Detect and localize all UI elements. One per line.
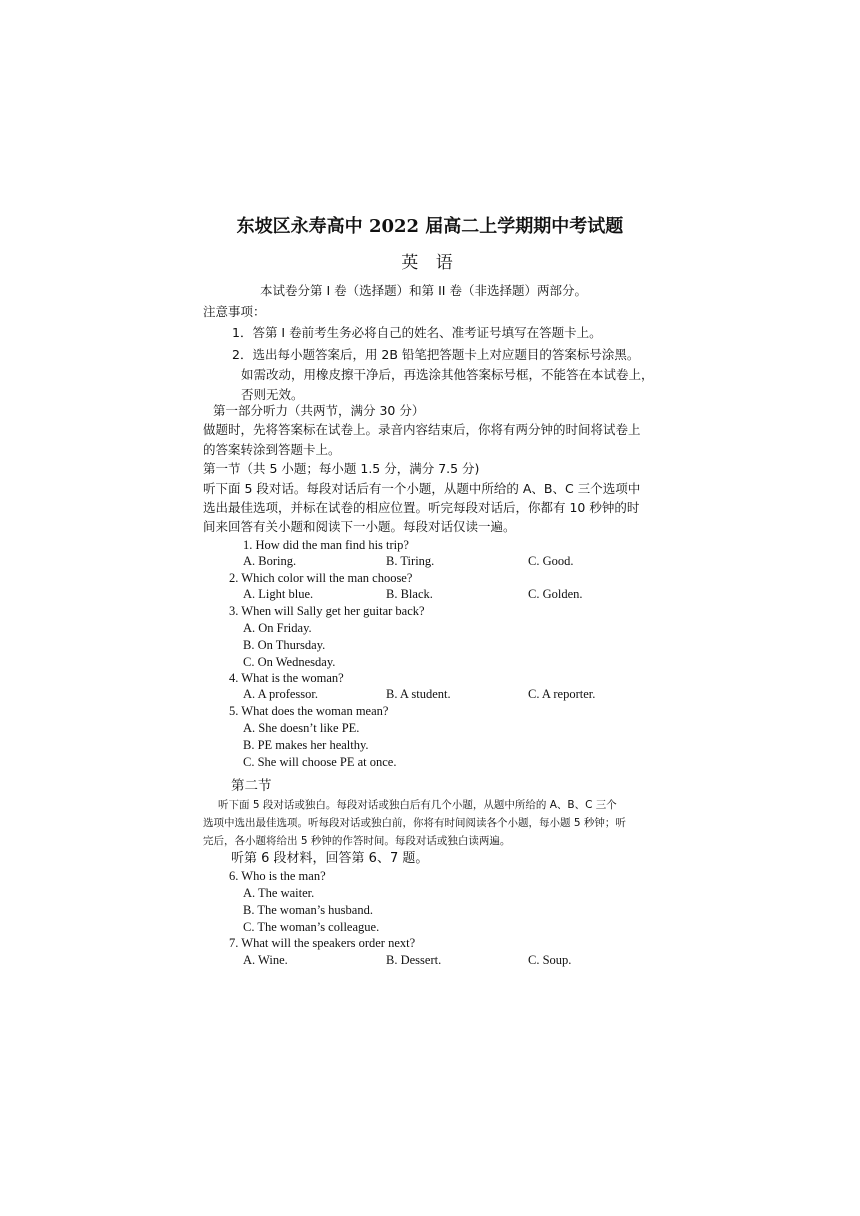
question-4-option-b: B. A student.	[386, 687, 451, 701]
question-4-option-a: A. A professor.	[243, 687, 318, 701]
part1-instruction-line-2: 的答案转涂到答题卡上。	[203, 442, 341, 457]
question-7-option-b: B. Dessert.	[386, 953, 442, 967]
question-3-option-c: C. On Wednesday.	[243, 655, 336, 669]
paper-structure-text: 本试卷分第 I 卷（选择题）和第 II 卷（非选择题）两部分。	[260, 283, 587, 298]
part1-heading: 第一部分听力（共两节，满分 30 分）	[213, 403, 425, 418]
question-6-option-c: C. The woman’s colleague.	[243, 920, 380, 934]
question-5-option-b: B. PE makes her healthy.	[243, 738, 369, 752]
question-2-option-b: B. Black.	[386, 587, 433, 601]
question-3-option-a: A. On Friday.	[243, 621, 312, 635]
section2-instruction-line-1: 听下面 5 段对话或独白。每段对话或独白后有几个小题，从题中所给的 A、B、C 三个	[218, 799, 617, 811]
material-6-heading: 听第 6 段材料，回答第 6、7 题。	[231, 851, 429, 866]
question-1: 1. How did the man find his trip?	[243, 538, 409, 552]
part1-instruction-line-1: 做题时，先将答案标在试卷上。录音内容结束后，你将有两分钟的时间将试卷上	[203, 422, 641, 437]
note-2-line-3: 否则无效。	[241, 387, 304, 402]
section1-instruction-line-2: 选出最佳选项，并标在试卷的相应位置。听完每段对话后，你都有 10 秒钟的时	[203, 500, 640, 515]
notes-heading: 注意事项：	[203, 304, 266, 319]
question-1-option-b: B. Tiring.	[386, 554, 435, 568]
question-5-option-a: A. She doesn’t like PE.	[243, 721, 360, 735]
section2-instruction-line-2: 选项中选出最佳选项。听每段对话或独白前，你将有时间阅读各个小题，每小题 5 秒钟；听	[203, 817, 626, 829]
question-1-option-a: A. Boring.	[243, 554, 297, 568]
question-7-option-c: C. Soup.	[528, 953, 572, 967]
question-3-option-b: B. On Thursday.	[243, 638, 326, 652]
question-6-option-b: B. The woman’s husband.	[243, 903, 373, 917]
question-2-option-a: A. Light blue.	[243, 587, 314, 601]
section1-instruction-line-3: 间来回答有关小题和阅读下一小题。每段对话仅读一遍。	[203, 519, 516, 534]
question-1-option-c: C. Good.	[528, 554, 574, 568]
question-5-option-c: C. She will choose PE at once.	[243, 755, 397, 769]
section2-instruction-line-3: 完后，各小题将给出 5 秒钟的作答时间。每段对话或独白读两遍。	[203, 835, 511, 847]
exam-title: 东坡区永寿高中 2022 届高二上学期期中考试题	[236, 216, 624, 237]
question-2: 2. Which color will the man choose?	[229, 571, 413, 585]
note-2-line-2: 如需改动，用橡皮擦干净后，再选涂其他答案标号框，不能答在本试卷上，	[241, 367, 654, 382]
question-6: 6. Who is the man?	[229, 869, 326, 883]
note-1: 1．答第 I 卷前考生务必将自己的姓名、准考证号填写在答题卡上。	[232, 325, 602, 340]
question-4: 4. What is the woman?	[229, 671, 344, 685]
question-5: 5. What does the woman mean?	[229, 704, 389, 718]
section2-heading: 第二节	[231, 778, 272, 794]
question-7: 7. What will the speakers order next?	[229, 936, 416, 950]
question-3: 3. When will Sally get her guitar back?	[229, 604, 425, 618]
question-2-option-c: C. Golden.	[528, 587, 583, 601]
section1-heading: 第一节（共 5 小题；每小题 1.5 分，满分 7.5 分)	[203, 461, 480, 476]
subject-title: 英 语	[401, 253, 459, 273]
section1-instruction-line-1: 听下面 5 段对话。每段对话后有一个小题，从题中所给的 A、B、C 三个选项中	[203, 481, 641, 496]
question-4-option-c: C. A reporter.	[528, 687, 596, 701]
note-2-line-1: 2．选出每小题答案后，用 2B 铅笔把答题卡上对应题目的答案标号涂黑。	[232, 347, 640, 362]
question-7-option-a: A. Wine.	[243, 953, 288, 967]
question-6-option-a: A. The waiter.	[243, 886, 315, 900]
